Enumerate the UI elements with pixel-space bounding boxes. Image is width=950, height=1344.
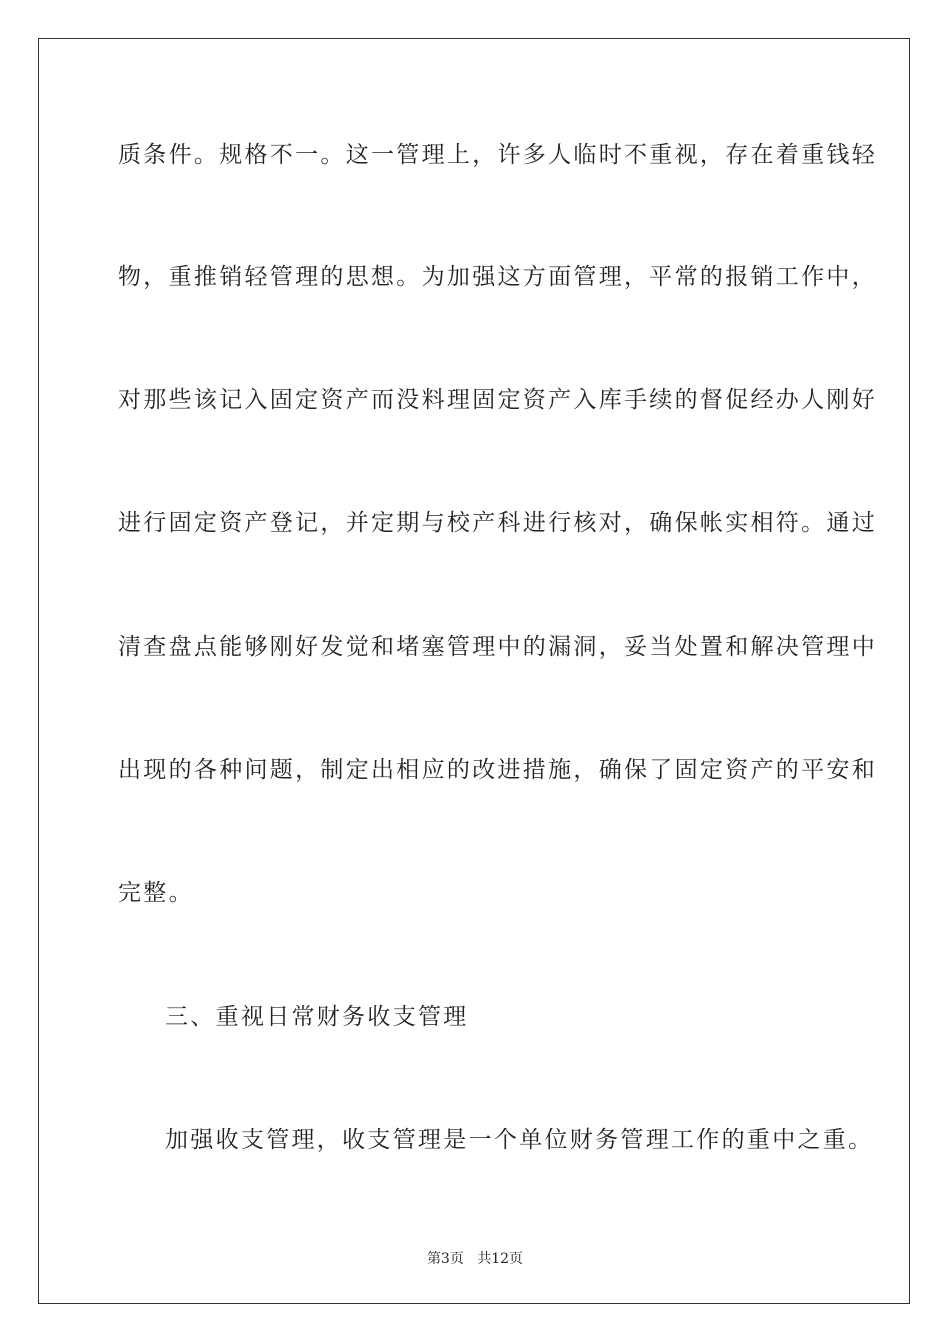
paragraph-line: 出现的各种问题，制定出相应的改进措施，确保了固定资产的平安和	[118, 757, 877, 783]
paragraph-line: 清查盘点能够刚好发觉和堵塞管理中的漏洞，妥当处置和解决管理中	[118, 634, 877, 660]
page-border	[38, 38, 910, 1304]
paragraph-line: 物，重推销轻管理的思想。为加强这方面管理，平常的报销工作中，	[118, 264, 877, 290]
paragraph-line: 进行固定资产登记，并定期与校产科进行核对，确保帐实相符。通过	[118, 510, 877, 536]
page-number: 第3页	[426, 1251, 464, 1267]
paragraph-line: 加强收支管理，收支管理是一个单位财务管理工作的重中之重。	[165, 1127, 874, 1153]
page-footer	[0, 1248, 950, 1268]
paragraph-line: 完整。	[118, 880, 194, 906]
paragraph-line: 对那些该记入固定资产而没料理固定资产入库手续的督促经办人刚好	[118, 387, 877, 413]
paragraph-line: 质条件。规格不一。这一管理上，许多人临时不重视，存在着重钱轻	[118, 142, 877, 168]
total-pages: 共12页	[477, 1251, 524, 1267]
section-heading: 三、重视日常财务收支管理	[165, 1004, 469, 1030]
